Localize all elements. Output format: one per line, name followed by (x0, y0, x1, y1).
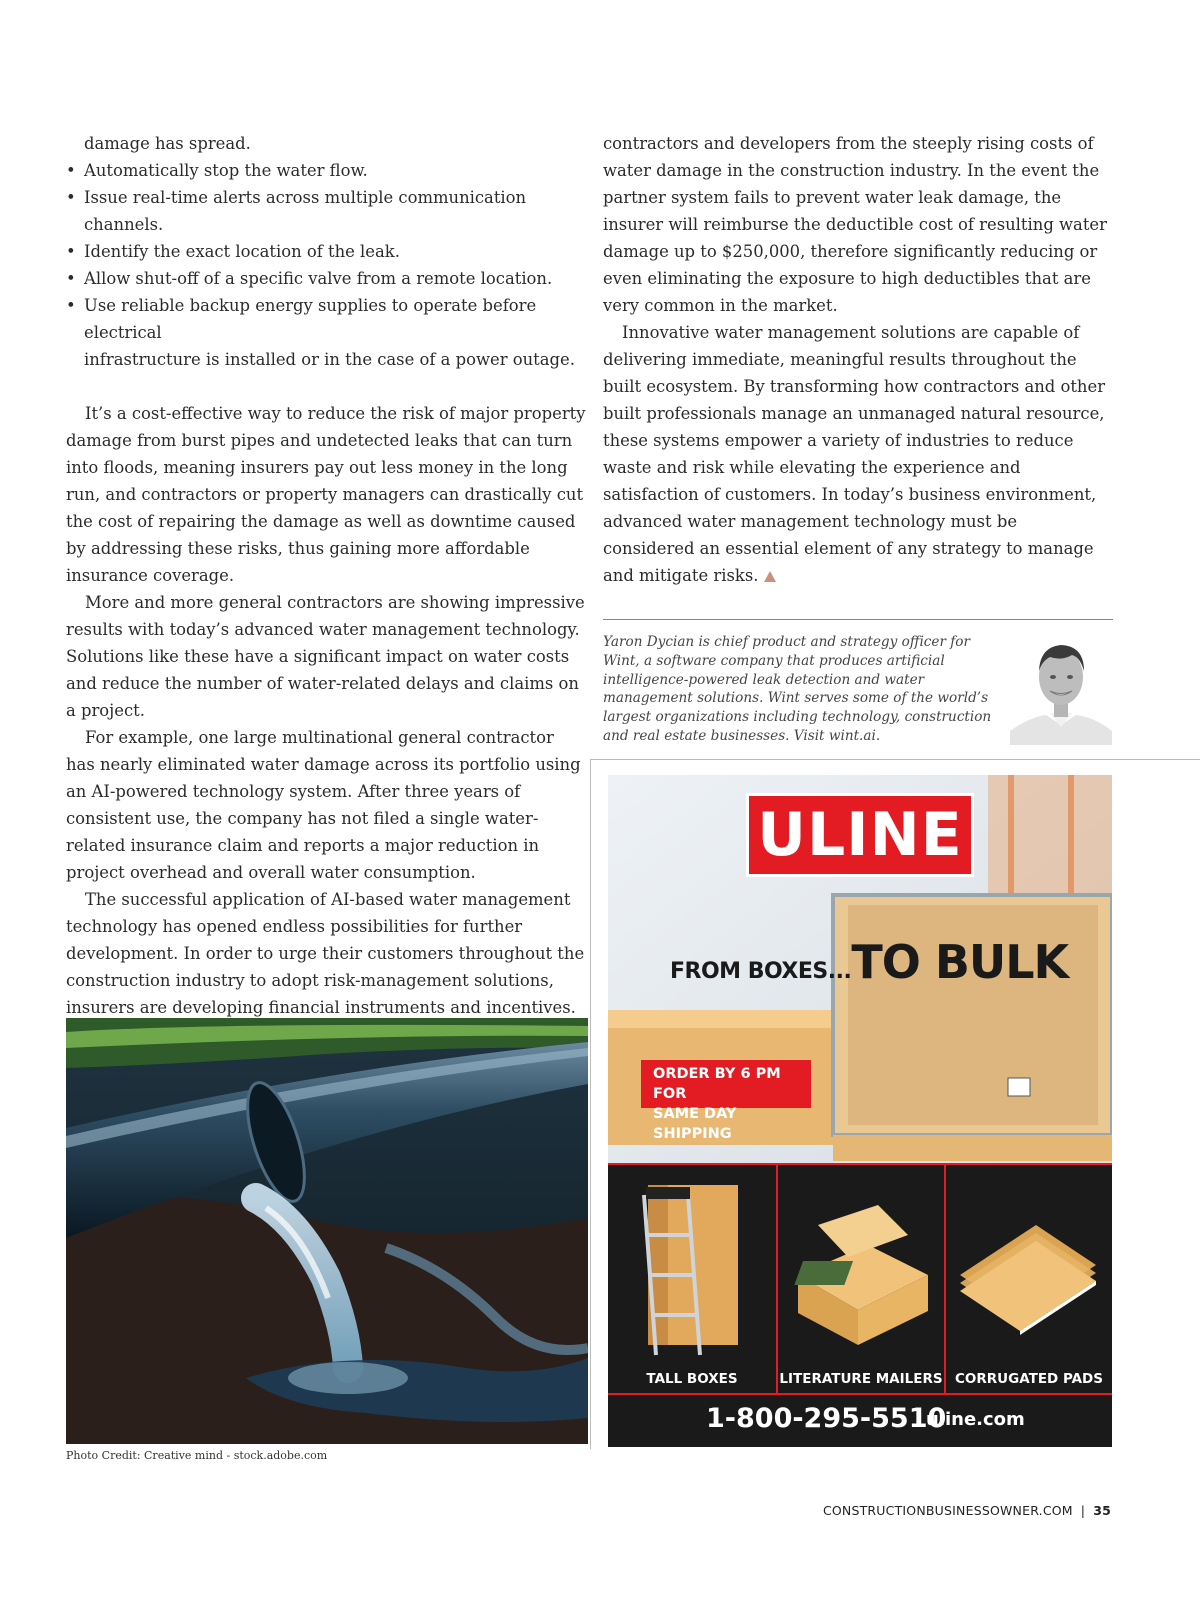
body-paragraph: For example, one large multinational general contractor has nearly eliminated water damage across its portfolio using an AI-powered technology system. After three years of consistent use, the company has not filed a single water-related insurance claim and reports a major reduction in project overhead and overall water consumption. (66, 728, 581, 882)
final-paragraph-text: Innovative water management solutions are capable of delivering immediate, meaningful results throughout the built ecosystem. By transforming how contractors and other built professionals manage an unmanaged natural resource, these systems empower a variety of industries to reduce waste and risk while elevating the experience and satisfaction of customers. In today’s business environment, advanced water management technology must be considered an essential element of any strategy to manage and mitigate risks. (603, 323, 1106, 585)
product-label: CORRUGATED PADS (955, 1371, 1103, 1387)
lead-in-text: damage has spread. (84, 134, 251, 153)
product-divider (944, 1163, 946, 1393)
ad-hero (608, 775, 1112, 1163)
left-column (66, 130, 586, 1102)
author-headshot (1010, 633, 1112, 745)
ad-frame-line (590, 759, 591, 1449)
ad-frame-line (590, 759, 1200, 760)
ad-headline-big: TO BULK (851, 935, 1069, 989)
product-label: LITERATURE MAILERS (779, 1371, 943, 1387)
feature-bullet-list (66, 157, 586, 373)
product-label: TALL BOXES (646, 1371, 738, 1387)
photo-credit: Photo Credit: Creative mind - stock.adobe.com (66, 1449, 328, 1462)
end-mark-icon (764, 571, 776, 582)
badge-line: SAME DAY SHIPPING (653, 1106, 737, 1142)
tall-box-icon (608, 1165, 776, 1365)
bullet-item: • Allow shut-off of a specific valve from a remote location. (66, 265, 586, 292)
body-paragraph: More and more general contractors are showing impressive results with today’s advanced water management technology. Solutions like these have a significant impact on water costs and reduce the number of water-related delays and claims on a project. (66, 593, 585, 720)
bullet-line: Use reliable backup energy supplies to operate before electrical (84, 296, 537, 342)
badge-line: ORDER BY 6 PM FOR (653, 1066, 781, 1102)
paragraph-gap (66, 373, 586, 400)
ad-headline (670, 935, 1068, 989)
right-column (603, 130, 1113, 589)
body-paragraph: It’s a cost-effective way to reduce the risk of major property damage from burst pipes and undetected leaks that can turn into floods, meaning insurers pay out less money in the long run, and contractors or property managers can drastically cut the cost of repairing the damage as well as downtime caused by addressing these risks, thus gaining more affordable insurance coverage. (66, 404, 586, 585)
body-paragraph-final (603, 319, 1113, 589)
product-literature-mailers[interactable] (778, 1163, 944, 1393)
bullet-item: • Identify the exact location of the leak. (66, 238, 586, 265)
product-corrugated-pads[interactable] (946, 1163, 1112, 1393)
uline-advertisement[interactable] (608, 775, 1112, 1447)
ad-headline-small: FROM BOXES... (670, 959, 852, 984)
bullet-item-last (66, 292, 586, 373)
bullet-item: • Issue real-time alerts across multiple communication channels. (66, 184, 586, 238)
product-tall-boxes[interactable] (608, 1163, 776, 1393)
footer-separator: | (1080, 1503, 1086, 1518)
publication-name: CONSTRUCTIONBUSINESSOWNER.COM (822, 1503, 1073, 1518)
body-paragraph: The successful application of AI-based water management technology has opened endless possibilities for further development. In order to urge their customers throughout the construction industry to adopt risk-management solutions, insurers are developing financial instruments and incentives. (66, 890, 585, 1017)
uline-website-link[interactable]: uline.com (926, 1409, 1025, 1430)
bullet-line: infrastructure is installed or in the case of a power outage. (84, 350, 575, 369)
ad-contact-bar (608, 1393, 1112, 1447)
uline-phone-number[interactable]: 1-800-295-5510 (706, 1403, 947, 1434)
page-number: 35 (1093, 1503, 1111, 1518)
page-footer (823, 1503, 1111, 1518)
bio-divider (603, 619, 1113, 620)
body-paragraph: contractors and developers from the steeply rising costs of water damage in the construction industry. In the event the partner system fails to prevent water leak damage, the insurer will reimburse the deductible cost of resulting water damage up to $250,000, therefore significantly reducing or even eliminating the exposure to high deductibles that are very common in the market. (603, 134, 1107, 315)
product-divider (776, 1163, 778, 1393)
product-row (608, 1163, 1112, 1393)
literature-mailer-icon (778, 1165, 944, 1365)
author-bio: Yaron Dycian is chief product and strategy officer for Wint, a software company that produces artificial intelligence-powered leak detection and water management solutions. Wint serves some of the world’s largest organizations including technology, construction and real estate businesses. Visit wint.ai. (603, 634, 992, 744)
burst-pipe-photo (66, 1018, 588, 1444)
uline-logo: ULINE (746, 793, 974, 877)
corrugated-pad-icon (946, 1165, 1112, 1365)
same-day-shipping-badge (641, 1060, 811, 1142)
bullet-item: • Automatically stop the water flow. (66, 157, 586, 184)
